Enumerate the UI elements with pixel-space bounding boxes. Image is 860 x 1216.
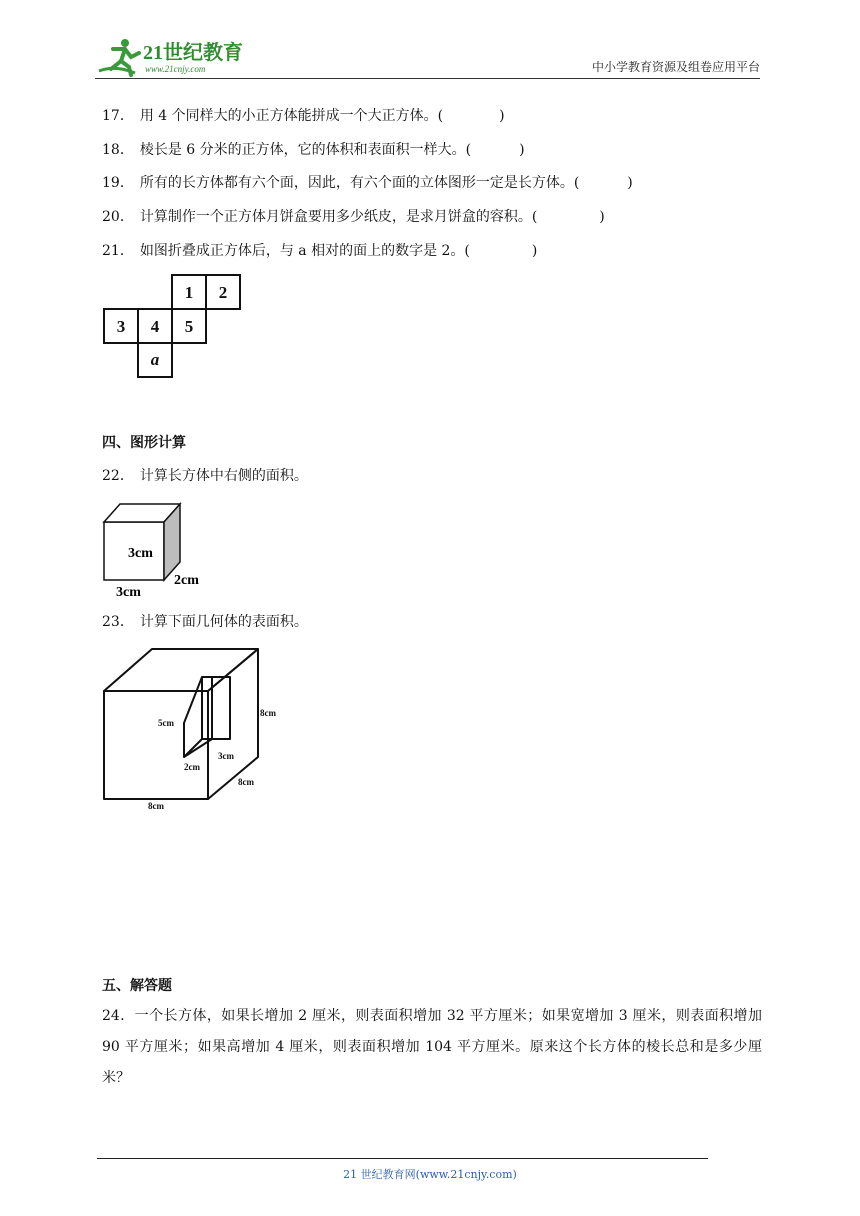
site-logo [95,35,265,77]
runner-icon [99,39,139,75]
question-18 [102,140,525,160]
question-22 [102,466,308,486]
answer-paren-close: ) [599,209,605,225]
answer-paren-close: ) [531,243,538,259]
question-text: 计算下面几何体的表面积。 [139,614,308,630]
logo-subtext: www.21cnjy.com [145,64,206,74]
question-20 [102,207,605,227]
question-number: 23． [102,614,134,630]
dim-depth: 2cm [174,573,199,588]
net-label-5: 5 [184,317,194,336]
net-label-1: 1 [184,283,194,302]
footer-link[interactable]: 21 世纪教育网(www.21cnjy.com) [343,1168,517,1181]
logo-text: 21世纪教育 [143,42,243,64]
page-header [95,30,760,79]
dim-hole-depth: 3cm [218,751,234,761]
question-17 [102,106,505,126]
section-title-4: 四、图形计算 [102,435,186,451]
dim-hole-width: 2cm [184,762,200,772]
question-number: 20． [102,209,134,225]
footer-divider [97,1158,708,1159]
cuboid-figure [100,500,220,600]
dim-right-height: 8cm [260,708,276,718]
net-label-3: 3 [116,317,126,336]
section-title-5: 五、解答题 [102,978,172,994]
question-text: 计算制作一个正方体月饼盒要用多少纸皮，是求月饼盒的容积。( [139,209,538,225]
platform-name: 中小学教育资源及组卷应用平台 [591,60,760,74]
question-text: 棱长是 6 分米的正方体，它的体积和表面积一样大。( [139,142,472,158]
question-24: 24．一个长方体，如果长增加 2 厘米，则表面积增加 32 平方厘米；如果宽增加 3 厘米，则表面积增加 90 平方厘米；如果高增加 4 厘米，则表面积增加 104 平方厘米。原来这个长方体的棱长总和是多少厘米？ [102,1008,762,1086]
dim-hole-height: 5cm [158,718,174,728]
question-21 [102,241,537,261]
net-label-2: 2 [218,283,228,302]
question-19 [102,173,633,193]
question-number: 22． [102,468,134,484]
question-23 [102,612,308,632]
answer-paren-close: ) [519,142,525,158]
question-number: 17． [102,108,134,124]
dim-width: 3cm [116,585,141,600]
question-number: 18． [102,142,134,158]
composite-solid-figure [100,645,300,815]
dim-depth: 8cm [238,777,254,787]
question-number: 21． [102,243,134,259]
question-text: 用 4 个同样大的小正方体能拼成一个大正方体。( [139,108,444,124]
question-text: 如图折叠成正方体后，与 a 相对的面上的数字是 2。( [139,243,470,259]
dim-width: 8cm [148,801,164,811]
net-label-4: 4 [150,317,160,336]
cube-net-figure [100,270,250,380]
dim-height: 3cm [128,546,153,561]
question-text: 计算长方体中右侧的面积。 [139,468,308,484]
question-text: 所有的长方体都有六个面，因此，有六个面的立体图形一定是长方体。( [139,175,580,191]
net-label-a: a [150,350,160,369]
answer-paren-close: ) [627,175,633,191]
answer-paren-close: ) [499,108,505,124]
question-number: 19． [102,175,134,191]
